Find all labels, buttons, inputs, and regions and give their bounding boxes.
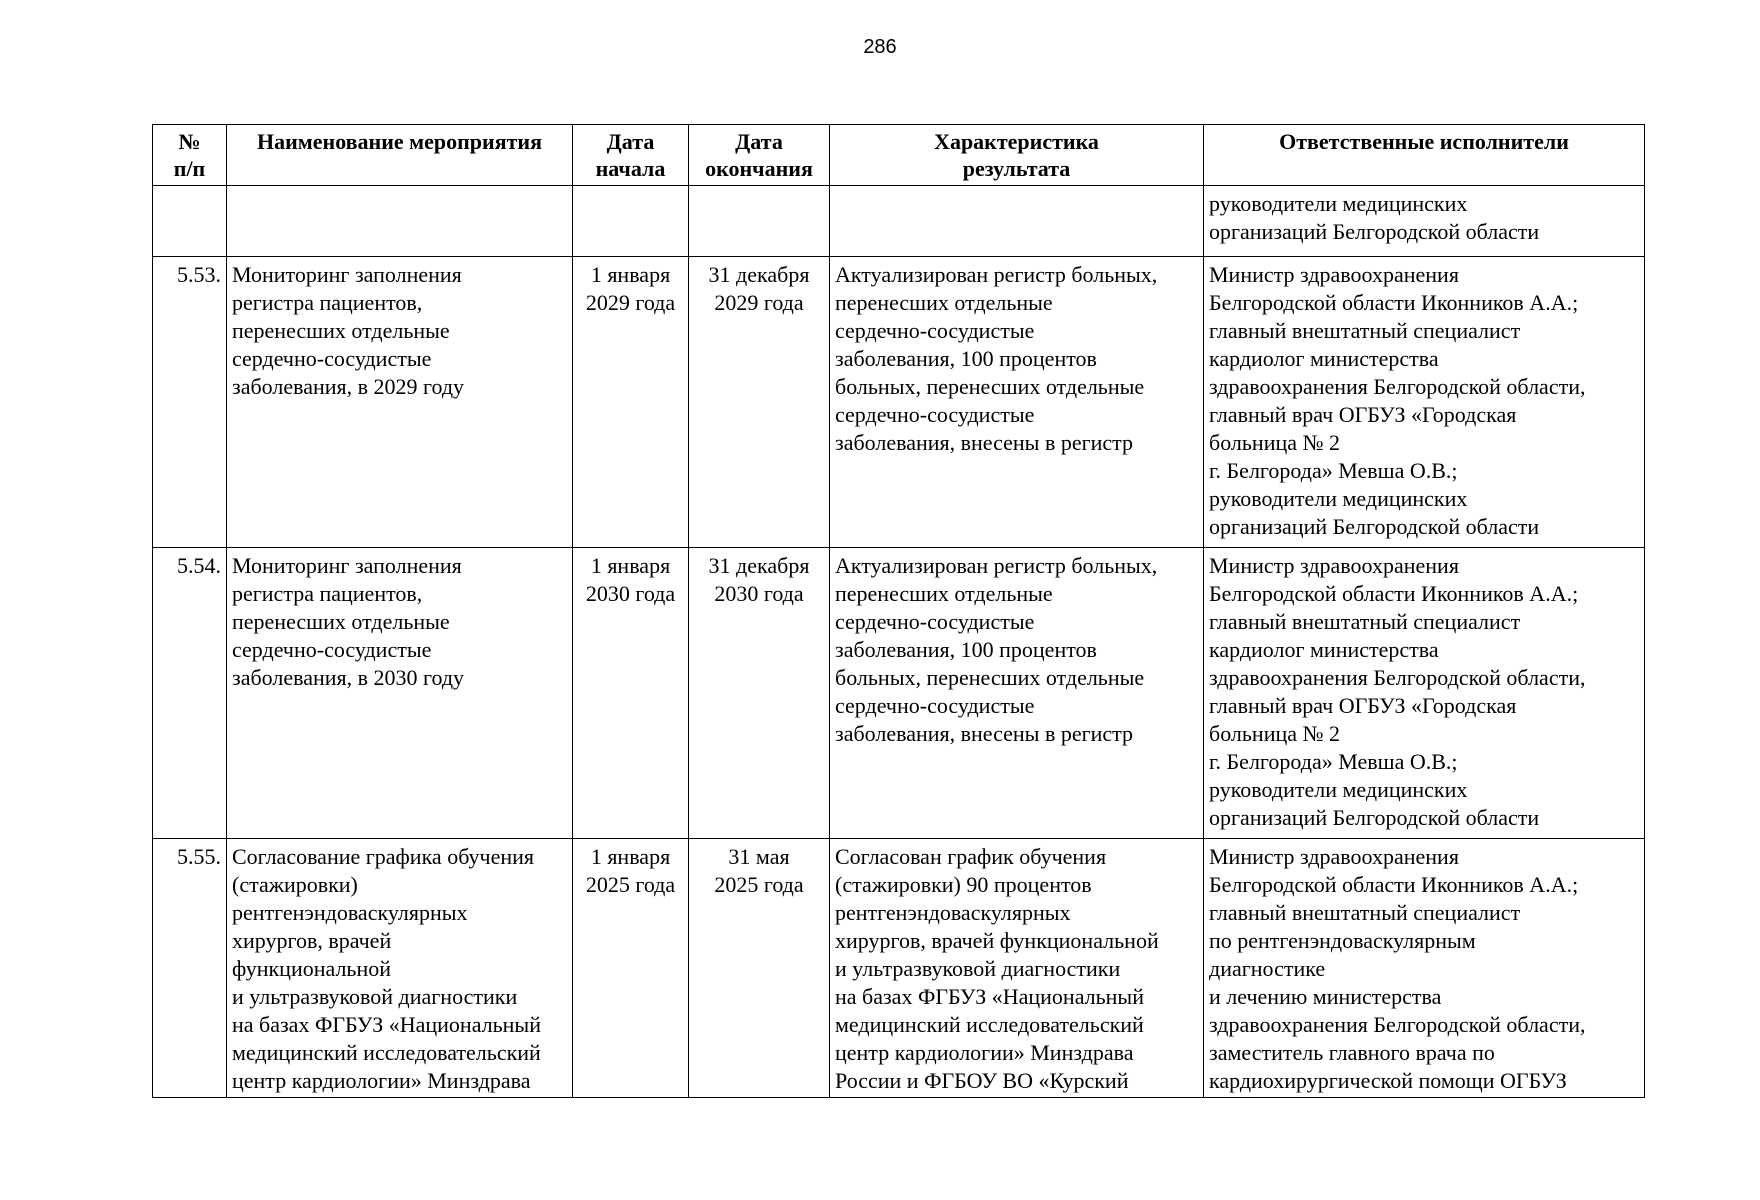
cell-number: 5.54.	[153, 548, 227, 839]
cell-measure-name: Мониторинг заполнения регистра пациентов, перенесших отдельные сердечно-сосудистые заболевания, в 2029 году	[227, 257, 573, 548]
cell-result: Согласован график обучения (стажировки) 90 процентов рентгенэндоваскулярных хирургов, врачей функциональной и ультразвуковой диагностики на базах ФГБУЗ «Национальный медицинский исследовательский центр кардиологии» Минздрава России и ФГБОУ ВО «Курский	[830, 839, 1204, 1098]
cell-result: Актуализирован регистр больных, перенесших отдельные сердечно-сосудистые заболевания, 100 процентов больных, перенесших отдельные сердечно-сосудистые заболевания, внесены в регистр	[830, 257, 1204, 548]
cell-end-date: 31 декабря 2030 года	[689, 548, 830, 839]
cell-end-date: 31 декабря 2029 года	[689, 257, 830, 548]
cell-measure-name: Согласование графика обучения (стажировки) рентгенэндоваскулярных хирургов, врачей функциональной и ультразвуковой диагностики на базах ФГБУЗ «Национальный медицинский исследовательский центр кардиологии» Минздрава	[227, 839, 573, 1098]
header-responsible: Ответственные исполнители	[1204, 125, 1645, 186]
cell-number: 5.55.	[153, 839, 227, 1098]
cell-result: Актуализирован регистр больных, перенесших отдельные сердечно-сосудистые заболевания, 100 процентов больных, перенесших отдельные сердечно-сосудистые заболевания, внесены в регистр	[830, 548, 1204, 839]
cell-number: 5.53.	[153, 257, 227, 548]
table-row	[153, 839, 1645, 1098]
cell-end-date	[689, 186, 830, 257]
cell-start-date: 1 января 2030 года	[573, 548, 689, 839]
cell-responsible: Министр здравоохранения Белгородской области Иконников А.А.; главный внештатный специалист по рентгенэндоваскулярным диагностике и лечению министерства здравоохранения Белгородской области, заместитель главного врача по кардиохирургической помощи ОГБУЗ	[1204, 839, 1645, 1098]
page-number: 286	[863, 36, 897, 58]
header-result: Характеристика результата	[830, 125, 1204, 186]
header-end-date: Дата окончания	[689, 125, 830, 186]
cell-start-date	[573, 186, 689, 257]
cell-start-date: 1 января 2029 года	[573, 257, 689, 548]
cell-end-date: 31 мая 2025 года	[689, 839, 830, 1098]
cell-result	[830, 186, 1204, 257]
cell-measure-name	[227, 186, 573, 257]
cell-measure-name: Мониторинг заполнения регистра пациентов, перенесших отдельные сердечно-сосудистые заболевания, в 2030 году	[227, 548, 573, 839]
cell-number	[153, 186, 227, 257]
table-row-continuation	[153, 186, 1645, 257]
cell-start-date: 1 января 2025 года	[573, 839, 689, 1098]
table-row	[153, 548, 1645, 839]
cell-responsible: Министр здравоохранения Белгородской области Иконников А.А.; главный внештатный специалист кардиолог министерства здравоохранения Белгородской области, главный врач ОГБУЗ «Городская больница № 2 г. Белгорода» Мевша О.В.; руководители медицинских организаций Белгородской области	[1204, 548, 1645, 839]
cell-responsible: руководители медицинских организаций Белгородской области	[1204, 186, 1645, 257]
measures-table	[152, 124, 1645, 1098]
header-number: № п/п	[153, 125, 227, 186]
header-measure-name: Наименование мероприятия	[227, 125, 573, 186]
table-row	[153, 257, 1645, 548]
table-header-row	[153, 125, 1645, 186]
cell-responsible: Министр здравоохранения Белгородской области Иконников А.А.; главный внештатный специалист кардиолог министерства здравоохранения Белгородской области, главный врач ОГБУЗ «Городская больница № 2 г. Белгорода» Мевша О.В.; руководители медицинских организаций Белгородской области	[1204, 257, 1645, 548]
header-start-date: Дата начала	[573, 125, 689, 186]
